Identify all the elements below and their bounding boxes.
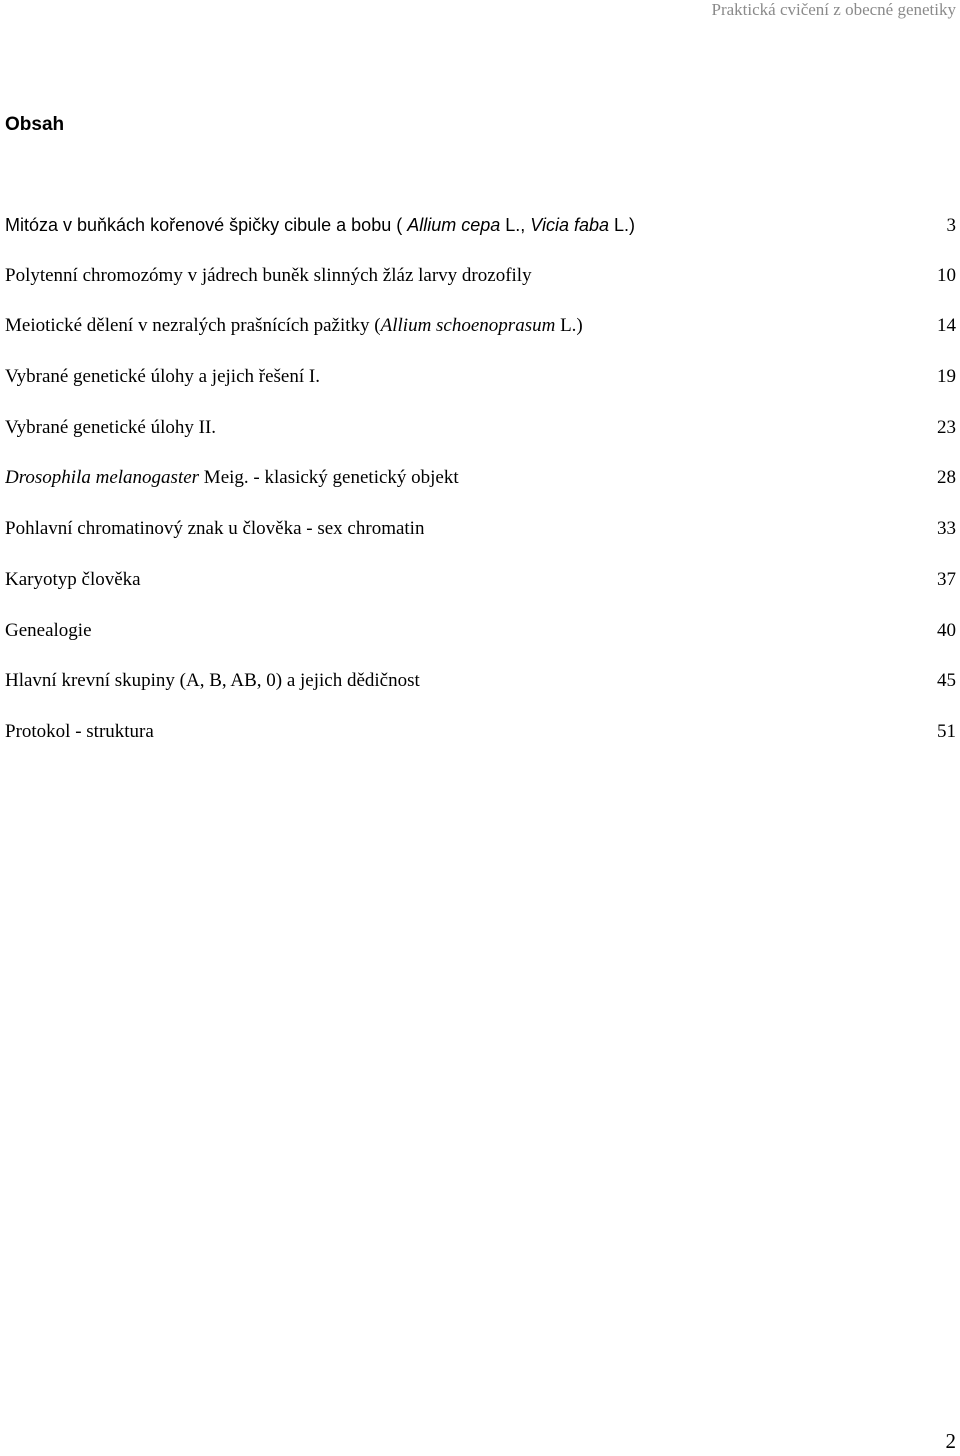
toc-entry-title-italic: Drosophila melanogaster — [5, 467, 200, 489]
toc-entry — [5, 567, 956, 618]
toc-entry-page: 33 — [937, 518, 956, 540]
toc-entry-title-italic: Allium schoenoprasum — [380, 315, 556, 337]
toc-entry-title — [5, 263, 532, 289]
toc-entry-page: 28 — [937, 467, 956, 489]
toc-entry — [5, 516, 956, 567]
toc-entry-title — [5, 719, 154, 745]
toc-entry-title-text: Hlavní krevní skupiny (A, B, AB, 0) a jejich dědičnost — [5, 670, 420, 692]
toc-entry-title-italic: Allium cepa — [407, 215, 501, 235]
toc-entry-title-text: Pohlavní chromatinový znak u člověka - sex chromatin — [5, 518, 425, 540]
toc-entry — [5, 263, 956, 314]
toc-entry-title — [5, 516, 424, 542]
toc-entry-page: 10 — [937, 264, 956, 286]
toc-entry-title — [5, 567, 141, 593]
toc-entry-title-text: Meiotické dělení v nezralých prašnících pažitky ( — [5, 315, 381, 337]
toc-entry-title-text: L., — [500, 215, 531, 235]
toc-entry-title-text: Mitóza v buňkách kořenové špičky cibule a bobu ( — [5, 215, 408, 235]
toc-entry — [5, 719, 956, 770]
toc-heading: Obsah — [5, 114, 65, 135]
toc-entry-title — [5, 465, 459, 491]
toc-entry-page: 3 — [946, 215, 956, 236]
toc-entry-title-text: Vybrané genetické úlohy II. — [5, 416, 217, 438]
toc-entry-title — [5, 415, 216, 441]
toc-entry-page: 37 — [937, 568, 956, 590]
toc-entry-title-text: Genealogie — [5, 619, 92, 641]
toc-entry-title — [5, 212, 635, 239]
toc-entry-title-text: Karyotyp člověka — [5, 568, 141, 590]
toc-entry — [5, 364, 956, 415]
running-header: Praktická cvičení z obecné genetiky — [711, 0, 956, 19]
toc-entry-page: 14 — [937, 315, 956, 337]
toc-entry-title-text: Polytenní chromozómy v jádrech buněk slinných žláz larvy drozofily — [5, 264, 532, 286]
toc-entry-title-text: Protokol - struktura — [5, 720, 154, 742]
toc-entry-title-text: Meig. - klasický genetický objekt — [199, 467, 459, 489]
toc-entry-page: 19 — [937, 366, 956, 388]
toc-entry-title-italic: Vicia faba — [530, 215, 610, 235]
toc-entry-page: 51 — [937, 720, 956, 742]
table-of-contents — [5, 212, 956, 770]
toc-entry-title-text: L.) — [555, 315, 583, 337]
toc-entry-page: 45 — [937, 670, 956, 692]
toc-entry-title-text: Vybrané genetické úlohy a jejich řešení I. — [5, 366, 320, 388]
toc-entry-page: 23 — [937, 416, 956, 438]
toc-entry — [5, 618, 956, 669]
toc-entry-title — [5, 618, 92, 644]
toc-entry — [5, 313, 956, 364]
toc-entry — [5, 668, 956, 719]
toc-entry-page: 40 — [937, 619, 956, 641]
toc-entry — [5, 415, 956, 466]
toc-entry-title-text: L.) — [609, 215, 636, 235]
page-number: 2 — [945, 1429, 956, 1453]
toc-entry-title — [5, 313, 583, 339]
toc-entry-title — [5, 668, 420, 694]
toc-entry — [5, 212, 956, 263]
toc-entry-title — [5, 364, 320, 390]
toc-entry — [5, 465, 956, 516]
